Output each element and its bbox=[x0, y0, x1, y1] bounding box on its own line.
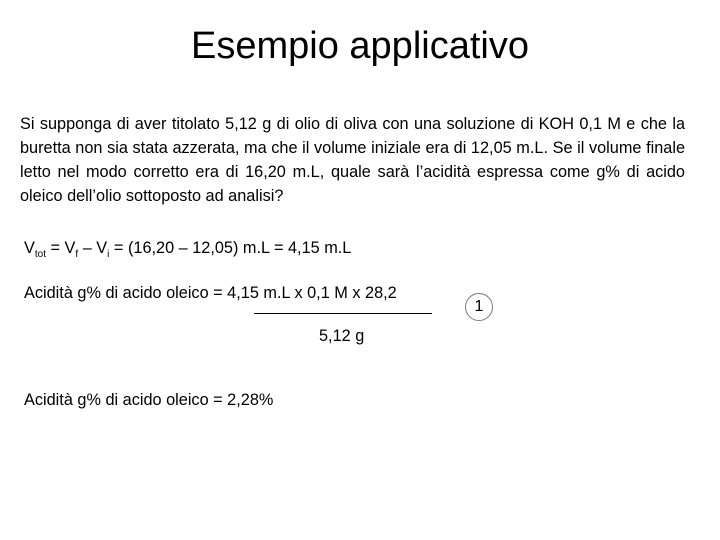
acidity-formula-numerator: Acidità g% di acido oleico = 4,15 m.L x 0,1 M x 28,2 bbox=[24, 284, 397, 302]
vtot-result: = (16,20 – 12,05) m.L = 4,15 m.L bbox=[109, 239, 352, 257]
vtot-subscript: tot bbox=[34, 249, 46, 260]
page-number-badge: 1 bbox=[465, 293, 493, 321]
vtot-eq-vf: = V bbox=[46, 239, 76, 257]
vf-subscript: f bbox=[75, 249, 79, 260]
vtot-v: V bbox=[24, 239, 35, 257]
acidity-result: Acidità g% di acido oleico = 2,28% bbox=[24, 391, 274, 409]
volume-equation bbox=[24, 238, 351, 265]
vtot-minus-vi: – V bbox=[78, 239, 108, 257]
vi-subscript: i bbox=[107, 249, 110, 260]
acidity-formula-denominator: 5,12 g bbox=[319, 327, 365, 345]
problem-text: Si supponga di aver titolato 5,12 g di olio di oliva con una soluzione di KOH 0,1 M e che la buretta non sia stata azzerata, ma che il volume iniziale era di 12,05 m.L. Se il volume finale letto nel modo corretto era di 16,20 m.L, quale sarà l’acidità espressa come g% di acido oleico dell’olio sottoposto ad analisi? bbox=[20, 115, 685, 205]
fraction-bar bbox=[254, 313, 432, 314]
slide-title: Esempio applicativo bbox=[191, 25, 529, 67]
